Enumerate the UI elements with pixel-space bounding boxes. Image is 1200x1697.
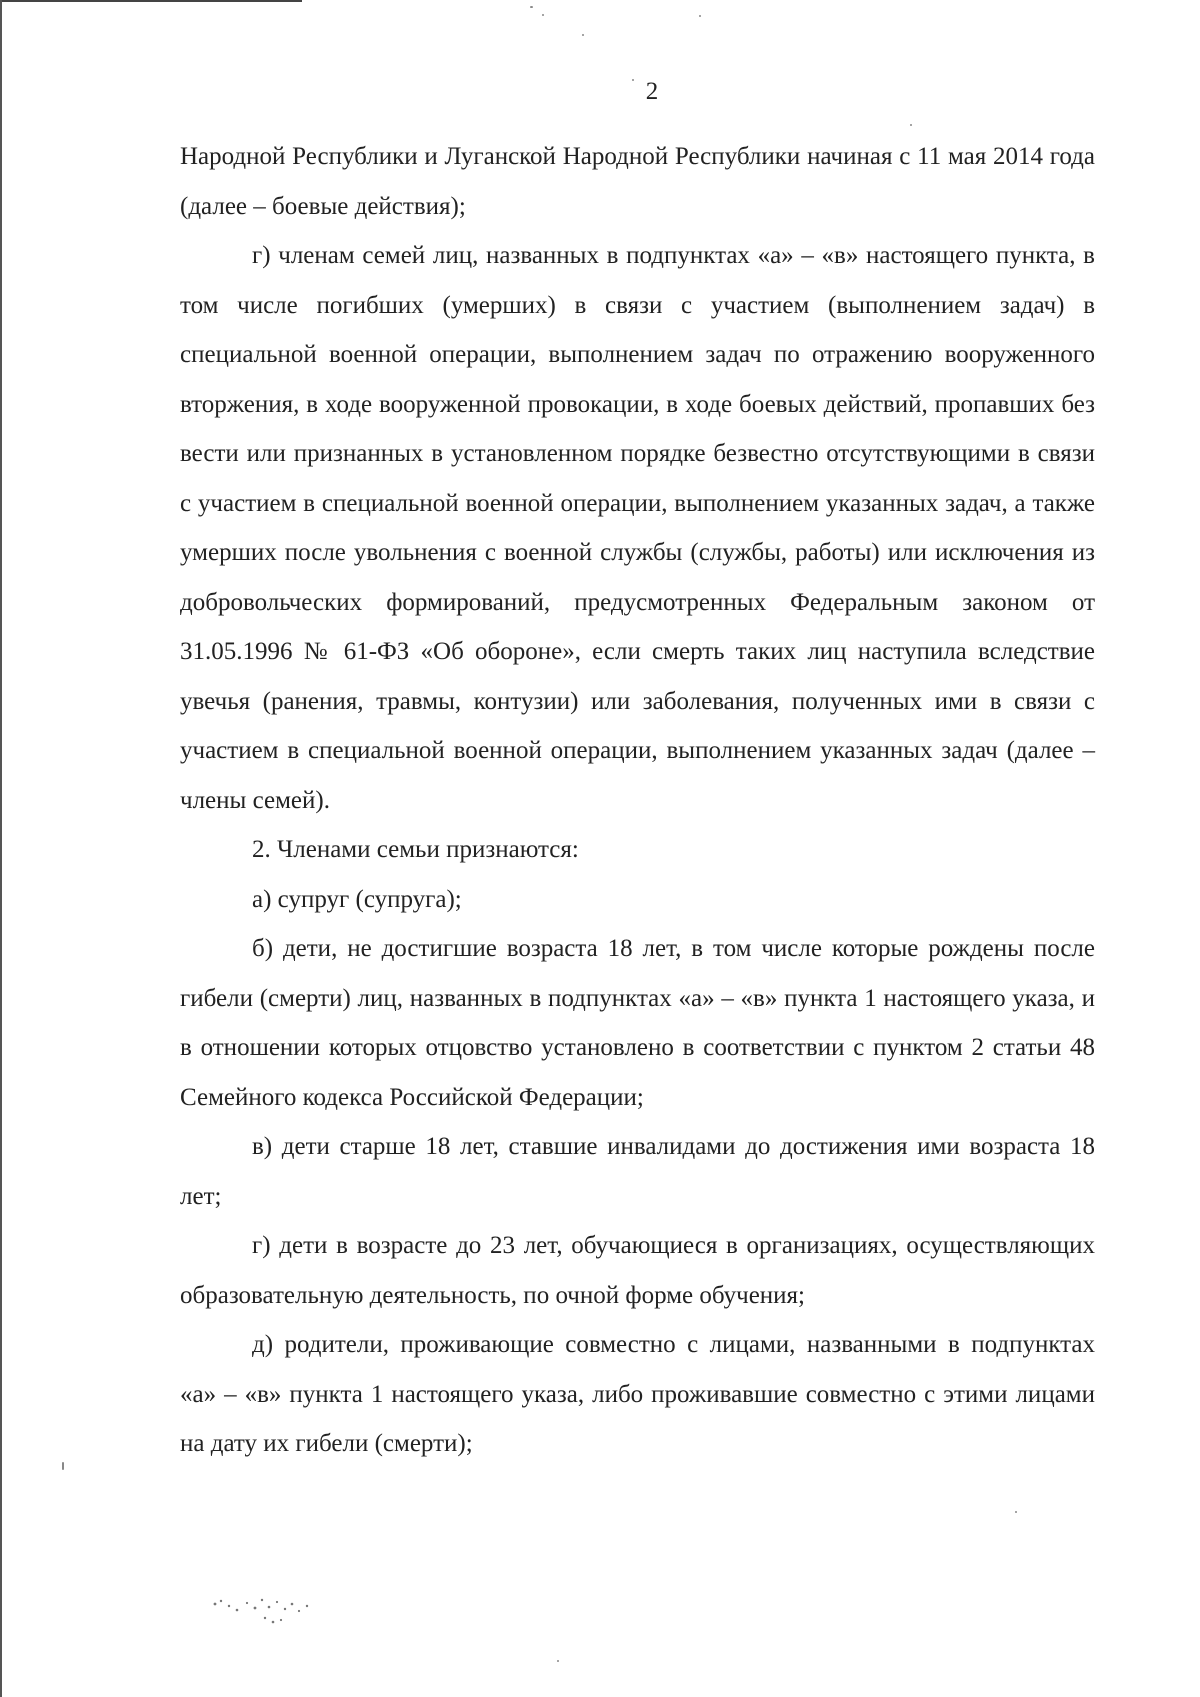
scan-speck bbox=[632, 79, 634, 81]
page-edge-line bbox=[2, 0, 302, 2]
scan-speck bbox=[530, 6, 533, 8]
paragraph-section-2-heading: 2. Членами семьи признаются: bbox=[252, 836, 579, 863]
paragraph-item-g-students: г) дети в возрасте до 23 лет, обучающиеся в организациях, осуществляющих образовательную деятельность, по очной форме обучения; bbox=[180, 1232, 1095, 1309]
paragraph-item-v-disabled-children: в) дети старше 18 лет, ставшие инвалидами до достижения ими возраста 18 лет; bbox=[180, 1133, 1095, 1210]
scan-speck bbox=[582, 34, 584, 36]
scan-speck bbox=[1015, 1511, 1017, 1513]
paragraph-item-g-family-members: г) членам семей лиц, названных в подпунктах «а» – «в» настоящего пункта, в том числе погибших (умерших) в связи с участием (выполнением задач) в специальной военной операции, выполнением задач по отражению вооруженного вторжения, в ходе вооруженной провокации, в ходе боевых действий, пропавших без вести или признанных в установленном порядке безвестно отсутствующими в связи с участием в специальной военной операции, выполнением указанных задач, а также умерших после увольнения с военной службы (службы, работы) или исключения из добровольческих формирований, предусмотренных Федеральным законом от 31.05.1996 № 61-ФЗ «Об обороне», если смерть таких лиц наступила вследствие увечья (ранения, травмы, контузии) или заболевания, полученных ими в связи с участием в специальной военной операции, выполнением указанных задач (далее – члены семей). bbox=[180, 242, 1095, 814]
scan-speck bbox=[910, 124, 912, 126]
scan-speck bbox=[557, 1660, 559, 1662]
paragraph-item-b-children: б) дети, не достигшие возраста 18 лет, в том числе которые рождены после гибели (смерти) лиц, названных в подпунктах «а» – «в» пункта 1 настоящего указа, и в отношении которых отцовство установлено в соответствии с пунктом 2 статьи 48 Семейного кодекса Российской Федерации; bbox=[180, 935, 1095, 1111]
paragraph-continuation: Народной Республики и Луганской Народной Республики начиная с 11 мая 2014 года (далее – боевые действия); bbox=[180, 143, 1095, 220]
paragraph-item-d-parents: д) родители, проживающие совместно с лицами, названными в подпунктах «а» – «в» пункта 1 настоящего указа, либо проживавшие совместно с этими лицами на дату их гибели (смерти); bbox=[180, 1331, 1095, 1457]
scan-speck bbox=[699, 15, 701, 17]
document-body bbox=[180, 132, 1095, 1469]
scan-speck bbox=[62, 1462, 64, 1470]
paragraph-item-a-spouse: а) супруг (супруга); bbox=[252, 885, 462, 913]
scan-speck bbox=[542, 14, 544, 16]
page-number: 2 bbox=[645, 78, 659, 105]
stamp-mark bbox=[207, 1592, 327, 1632]
